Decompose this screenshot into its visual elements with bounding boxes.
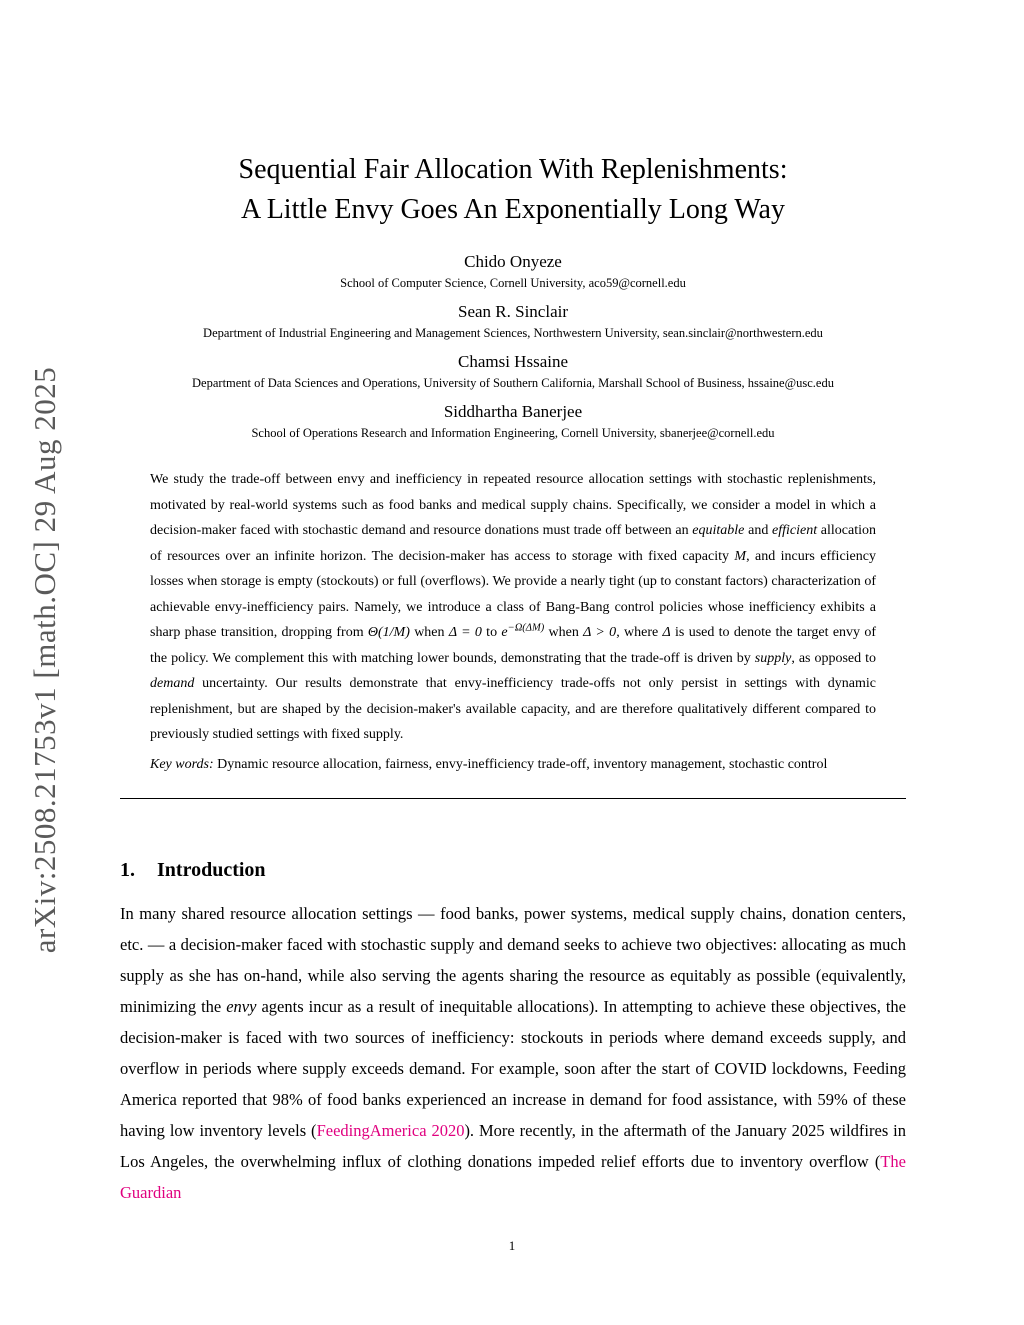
citation-link[interactable]: The Guardian <box>120 1151 906 1202</box>
author-affiliation: Department of Data Sciences and Operations, University of Southern California, Marshall School of Business, hssaine@usc.edu <box>192 376 834 390</box>
text-segment: , and incurs efficiency losses when storage is empty (stockouts) or full (overflows). We provide a nearly tight (up to constant factors) characterization of achievable envy-inefficiency pairs. Namely, we introduce a class of Bang-Bang control policies whose inefficiency exhibits a sharp phase transition, dropping from <box>150 548 876 640</box>
text-segment: and <box>744 523 773 538</box>
author-block <box>120 252 906 291</box>
keywords-line <box>150 754 876 776</box>
text-segment: We study the trade-off between envy and inefficiency in repeated resource allocation settings with stochastic replenishments, motivated by real-world systems such as food banks and medical supply chains. Specifically, we consider a model in which a decision-maker faced with stochastic demand and resource donations must trade off between an <box>150 472 876 538</box>
inline-math: Δ <box>662 625 671 640</box>
paper-content <box>120 0 906 1208</box>
text-segment: agents incur as a result of inequitable allocations). In attempting to achieve these objectives, the decision-maker is faced with two sources of inefficiency: stockouts in periods where demand exceeds supply, and overflow in periods where supply exceeds demand. For example, soon after the start of COVID lockdowns, Feeding America reported that 98% of food banks experienced an increase in demand for food assistance, with 59% of these having low inventory levels ( <box>120 996 906 1140</box>
text-segment: In many shared resource allocation settings — food banks, power systems, medical supply chains, donation centers, etc. — a decision-maker faced with stochastic supply and demand seeks to achieve two objectives: allocating as much supply as she has on-hand, while also serving the agents sharing the resource as equitably as possible (equivalently, minimizing the <box>120 903 906 1016</box>
italic-emphasis: envy <box>226 996 257 1016</box>
inline-math: M <box>734 548 747 564</box>
inline-math: Δ > 0 <box>583 625 617 640</box>
inline-math: e <box>501 625 508 640</box>
abstract-paragraph <box>150 467 876 748</box>
divider-rule <box>120 798 906 799</box>
inline-math: Θ(1/M) <box>367 625 410 640</box>
author-affiliation: School of Computer Science, Cornell University, aco59@cornell.edu <box>340 276 686 290</box>
paper-title-line2: A Little Envy Goes An Exponentially Long Way <box>241 194 785 225</box>
author-affiliation: School of Operations Research and Information Engineering, Cornell University, sbanerjee@cornell.edu <box>251 426 775 440</box>
italic-emphasis: equitable <box>692 523 745 538</box>
author-name: Chido Onyeze <box>464 252 562 271</box>
author-block <box>120 352 906 391</box>
page-number: 1 <box>508 1238 516 1253</box>
italic-emphasis: demand <box>150 676 195 691</box>
introduction-paragraph <box>120 898 906 1208</box>
author-block <box>120 302 906 341</box>
italic-emphasis: supply <box>754 650 792 666</box>
author-block <box>120 402 906 441</box>
author-name: Sean R. Sinclair <box>457 302 568 321</box>
author-name: Chamsi Hssaine <box>457 352 569 371</box>
text-segment: to <box>481 625 502 640</box>
text-segment: , where <box>616 625 663 640</box>
keywords-label: Key words: <box>150 756 214 772</box>
inline-math: Δ = 0 <box>448 625 482 640</box>
superscript-math: −Ω(ΔM) <box>507 622 545 634</box>
keywords-text: Dynamic resource allocation, fairness, envy-inefficiency trade-off, inventory management, stochastic control <box>213 756 828 772</box>
citation-link[interactable]: FeedingAmerica 2020 <box>316 1120 465 1140</box>
italic-emphasis: efficient <box>772 523 818 538</box>
text-segment: when <box>409 625 449 640</box>
text-segment: is used to denote the target envy of the policy. We complement this with matching lower bounds, demonstrating that the trade-off is driven by <box>150 625 877 666</box>
text-segment: when <box>544 625 584 640</box>
section-number: 1. <box>120 858 135 881</box>
text-segment: uncertainty. Our results demonstrate that envy-inefficiency trade-offs not only persist in settings with dynamic replenishment, but are shaped by the decision-maker's available capacity, and are therefore qualitatively different compared to previously studied settings with fixed supply. <box>150 676 876 742</box>
author-name: Siddhartha Banerjee <box>443 402 583 421</box>
paper-title-line1: Sequential Fair Allocation With Replenishments: <box>238 154 788 185</box>
section-title: Introduction <box>157 858 266 881</box>
text-segment: , as opposed to <box>791 650 876 666</box>
author-list <box>120 252 906 441</box>
arxiv-watermark: arXiv:2508.21753v1 [math.OC] 29 Aug 2025 <box>27 366 62 954</box>
author-affiliation: Department of Industrial Engineering and Management Sciences, Northwestern University, sean.sinclair@northwestern.edu <box>203 326 823 340</box>
text-segment: allocation of resources over an infinite horizon. The decision-maker has access to storage with fixed capacity <box>150 523 877 564</box>
section-heading-introduction <box>120 859 906 882</box>
text-segment: ). More recently, in the aftermath of the January 2025 wildfires in Los Angeles, the overwhelming influx of clothing donations impeded relief efforts due to inventory overflow ( <box>120 1120 906 1171</box>
paper-title <box>120 150 906 230</box>
